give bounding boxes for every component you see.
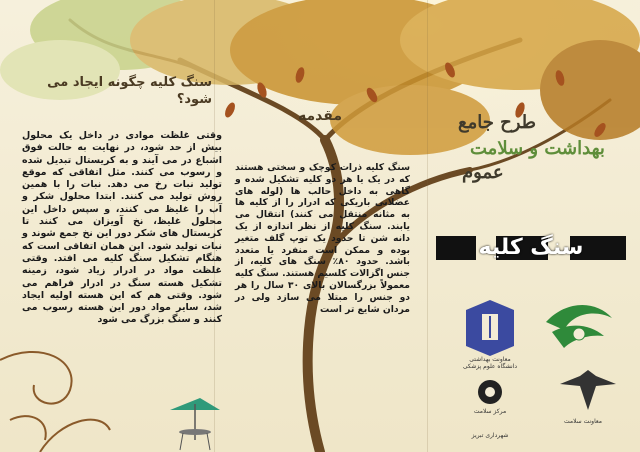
municipality-caption: شهرداری تبریز: [471, 432, 509, 439]
umbrella-table-icon: [170, 398, 220, 450]
panel-left-title: سنگ کلیه چگونه ایجاد می شود؟: [47, 75, 212, 107]
university-logo: [466, 300, 514, 356]
cover-title-line2: بهداشت و سلامت: [470, 138, 605, 159]
winged-emblem-logo: [560, 370, 616, 410]
health-center-caption: مرکز سلامت: [473, 408, 507, 415]
kidney-stone-banner: [436, 230, 626, 266]
cover-title-line1: طرح جامع: [458, 112, 536, 133]
cover-title-line3: عموم: [462, 162, 504, 183]
emblem-caption: معاونت سلامت: [563, 418, 602, 425]
panel-middle-title: مقدمه: [298, 108, 342, 124]
panel-middle-body: سنگ کلیه ذرات کوچک و سختی هستند که در یک یا هر دو کلیه تشکیل شده و گاهی به داخل حالب ها (لوله های عضلانی باریکی که ادرار را از کلیه ها به مثانه منتقل می کنند) انتقال می یابند. سنگ کلیه از نظر اندازه از یک دانه شن تا حدود یک توپ گلف متغیر بوده و ممکن است منفرد یا متعدد باشد. حدود ۸۰٪ سنگ های کلیه، از جنس اگزالات کلسیم هستند. سنگ کلیه معمولاً بزرگسالان بالای ۳۰ سال را هر دو جنس را مبتلا می سازد ولی در مردان شایع تر است: [235, 162, 411, 315]
kidney-stone-banner-text: سنگ کلیه: [478, 235, 584, 260]
fold-line-right: [427, 0, 428, 452]
university-logo-caption: معاونت بهداشتی دانشگاه علوم پزشکی: [462, 356, 518, 370]
health-center-logo: [478, 380, 502, 404]
panel-left-body: وقتی غلظت موادی در داخل یک محلول بیش از حد شود، در نهایت به حالت فوق اشباع در می آیند و به کریستال تبدیل شده و رسوب می کنند. مثل اتفاقی که موقع تولید نبات رخ می دهد. نبات را با همین روش تولید می کنند. ابتدا محلول شکر و آب را غلیظ می کنند، و سپس داخل این محلول غلیظ، نخ آویزان می کنند تا کریستال های شکر دور این نخ جمع شوند و نبات تولید شود. این همان اتفاقی است که هنگام تشکیل سنگ کلیه می افتد. وقتی غلظت مواد در ادرار زیاد شود، زمینه تشکیل هسته سنگ در ادرار فراهم می شود. وقتی هم که این هسته اولیه ایجاد شد، سایر مواد دور این هسته رسوب می کنند و سنگ بزرگ می شود: [22, 130, 222, 326]
green-emblem-logo: [546, 305, 612, 348]
